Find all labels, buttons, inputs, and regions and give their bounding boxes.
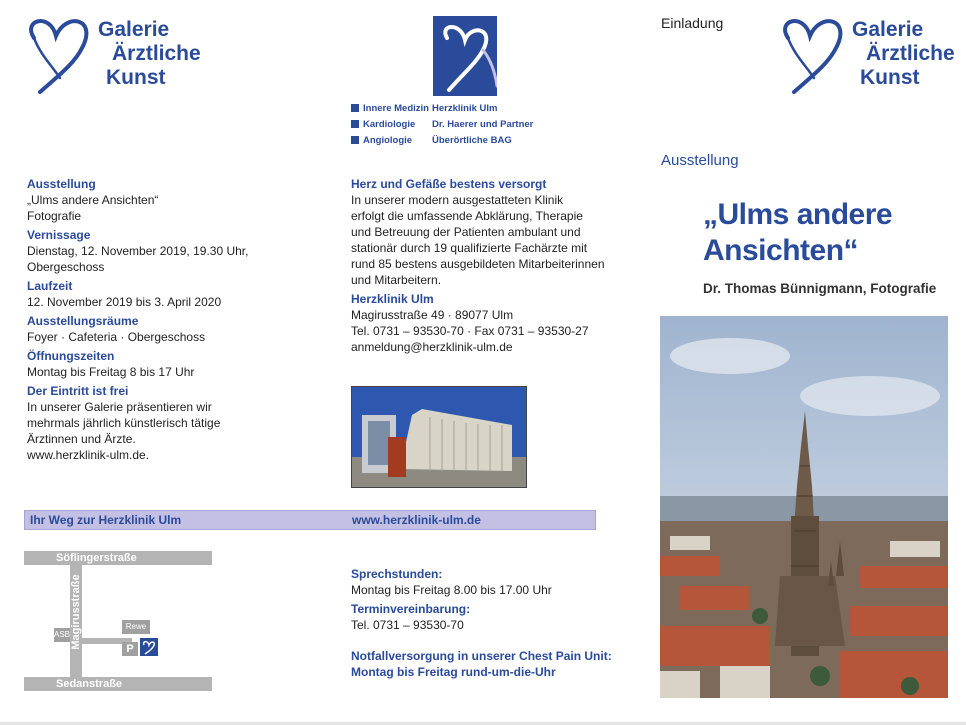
exhibition-details (27, 176, 287, 466)
ausstellung-title: „Ulms andere Ansichten“ (27, 193, 159, 207)
klinik-phone: Tel. 0731 – 93530-70 · Fax 0731 – 93530-27 (351, 324, 589, 338)
zeiten-value: Montag bis Freitag 8 bis 17 Uhr (27, 365, 195, 379)
map-parking-label: P (122, 642, 138, 656)
logo-line-galerie: Galerie (98, 18, 170, 41)
department-marker-icon (351, 104, 359, 112)
vernissage-date: Dienstag, 12. November 2019, 19.30 Uhr, (27, 244, 249, 258)
eintritt-line: In unserer Galerie präsentieren wir (27, 400, 212, 414)
map-asb-label: ASB (54, 628, 70, 642)
versorgt-line: rund 85 bestens ausgebildeten Mitarbeiterinnen (351, 257, 605, 271)
website-link[interactable]: www.herzklinik-ulm.de. (27, 448, 150, 462)
map-street-vertical: Magirusstraße (70, 574, 82, 650)
exhibition-title-line1: „Ulms andere (703, 198, 893, 231)
sprech-heading: Sprechstunden: (351, 567, 443, 581)
exhibition-title-line2: Ansichten“ (703, 234, 859, 267)
heart-logo-icon (780, 14, 850, 96)
zeiten-heading: Öffnungszeiten (27, 349, 115, 363)
laufzeit-heading: Laufzeit (27, 279, 73, 293)
notfall-line: Notfallversorgung in unserer Chest Pain Unit: (351, 649, 612, 663)
clinic-building-photo (351, 386, 527, 488)
raeume-heading: Ausstellungsräume (27, 314, 139, 328)
versorgt-line: und Mitarbeitern. (351, 273, 442, 287)
logo-line-galerie: Galerie (852, 18, 924, 41)
department-item: Kardiologie (363, 119, 416, 130)
clinic-info-line: Überörtliche BAG (432, 135, 512, 146)
clinic-info-line: Herzklinik Ulm (432, 103, 498, 114)
notfall-line: Montag bis Freitag rund-um-die-Uhr (351, 665, 556, 679)
map-rewe-label: Rewe (122, 620, 150, 634)
gallery-logo-left (26, 14, 206, 96)
eintritt-heading: Der Eintritt ist frei (27, 384, 129, 398)
route-website-link[interactable]: www.herzklinik-ulm.de (352, 513, 481, 527)
eintritt-line: mehrmals jährlich künstlerisch tätige (27, 416, 221, 430)
clinic-logo (433, 16, 497, 96)
termin-heading: Terminvereinbarung: (351, 602, 471, 616)
termin-value: Tel. 0731 – 93530-70 (351, 618, 464, 632)
ausstellung-type: Fotografie (27, 209, 82, 223)
location-map (24, 548, 214, 694)
versorgt-line: und Betreuung der Patienten ambulant und (351, 225, 581, 239)
clinic-heart-icon (433, 16, 497, 96)
heart-logo-icon (26, 14, 96, 96)
logo-line-aerztliche: Ärztliche (866, 42, 955, 65)
ulm-minster-photo (660, 316, 948, 698)
map-street-bottom: Sedanstraße (24, 677, 212, 691)
versorgt-line: erfolgt die umfassende Abklärung, Therapie (351, 209, 583, 223)
gallery-logo-right (780, 14, 960, 96)
map-street-top: Söflingerstraße (24, 551, 212, 565)
invitation-label: Einladung (661, 15, 724, 31)
sprech-value: Montag bis Freitag 8.00 bis 17.00 Uhr (351, 583, 552, 597)
laufzeit-value: 12. November 2019 bis 3. April 2020 (27, 295, 222, 309)
raeume-value: Foyer · Cafeteria · Obergeschoss (27, 330, 206, 344)
map-clinic-marker-icon (140, 638, 158, 656)
consultation-info (351, 566, 613, 680)
department-item: Angiologie (363, 135, 413, 146)
exhibition-label: Ausstellung (661, 152, 739, 169)
eintritt-line: Ärztinnen und Ärzte. (27, 432, 136, 446)
exhibition-subtitle: Dr. Thomas Bünnigmann, Fotografie (703, 281, 937, 296)
vernissage-heading: Vernissage (27, 228, 91, 242)
logo-line-kunst: Kunst (860, 66, 920, 89)
klinik-email-link[interactable]: anmeldung@herzklinik-ulm.de (351, 340, 513, 354)
clinic-info-line: Dr. Haerer und Partner (432, 119, 534, 130)
logo-line-kunst: Kunst (106, 66, 166, 89)
department-marker-icon (351, 120, 359, 128)
logo-line-aerztliche: Ärztliche (112, 42, 201, 65)
clinic-departments (351, 101, 429, 149)
versorgt-line: In unserer modern ausgestatteten Klinik (351, 193, 564, 207)
vernissage-place: Obergeschoss (27, 260, 105, 274)
route-label: Ihr Weg zur Herzklinik Ulm (30, 513, 182, 527)
clinic-details (351, 176, 613, 358)
klinik-address: Magirusstraße 49 · 89077 Ulm (351, 308, 514, 322)
versorgt-line: stationär durch 19 qualifizierte Fachärzte mit (351, 241, 588, 255)
route-bar (24, 510, 596, 530)
department-item: Innere Medizin (363, 103, 429, 114)
ausstellung-heading: Ausstellung (27, 177, 96, 191)
clinic-info-lines (432, 101, 533, 149)
department-marker-icon (351, 136, 359, 144)
versorgt-heading: Herz und Gefäße bestens versorgt (351, 177, 547, 191)
klinik-heading: Herzklinik Ulm (351, 292, 434, 306)
